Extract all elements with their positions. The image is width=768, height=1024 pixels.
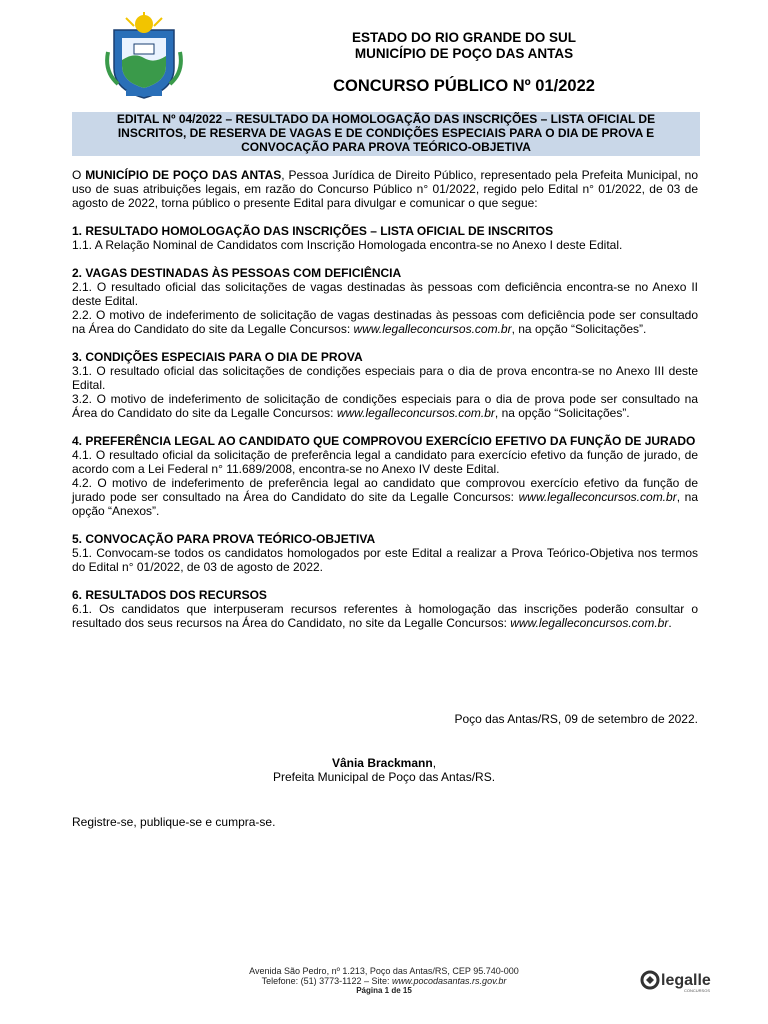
legalle-link[interactable]: www.legalleconcursos.com.br (518, 490, 677, 504)
intro-paragraph (72, 168, 698, 210)
section-heading: 3. CONDIÇÕES ESPECIAIS PARA O DIA DE PROVA (72, 350, 363, 364)
section-paragraph: 1.1. A Relação Nominal de Candidatos com Inscrição Homologada encontra-se no Anexo I deste Edital. (72, 238, 623, 252)
section-heading: 2. VAGAS DESTINADAS ÀS PESSOAS COM DEFICIÊNCIA (72, 266, 402, 280)
edital-banner (72, 112, 700, 156)
section-paragraph (72, 476, 698, 518)
signature-block (0, 756, 768, 784)
paragraph-text: 6.1. Os candidatos que interpuseram recursos referentes à homologação das inscrições poderão consultar o resultado dos seus recursos na Área do Candidato, no site da Legalle Concursos: (72, 602, 698, 630)
section-paragraph: 2.1. O resultado oficial das solicitações de vagas destinadas às pessoas com deficiência encontra-se no Anexo II deste Edital. (72, 280, 698, 308)
section-heading: 4. PREFERÊNCIA LEGAL AO CANDIDATO QUE COMPROVOU EXERCÍCIO EFETIVO DA FUNÇÃO DE JURADO (72, 434, 696, 448)
closing-statement: Registre-se, publique-se e cumpra-se. (72, 815, 276, 829)
section-1 (72, 224, 698, 252)
section-6 (72, 588, 698, 630)
paragraph-text: , na opção “Solicitações”. (494, 406, 630, 420)
section-5 (72, 532, 698, 574)
signer-comma: , (432, 756, 437, 770)
section-paragraph (72, 392, 698, 420)
place-date: Poço das Antas/RS, 09 de setembro de 2022. (454, 712, 698, 726)
section-paragraph: 3.1. O resultado oficial das solicitações de condições especiais para o dia de prova encontra-se no Anexo III deste Edital. (72, 364, 698, 392)
legalle-logo-icon (640, 968, 720, 994)
paragraph-text: , na opção “Solicitações”. (511, 322, 647, 336)
legalle-link[interactable]: www.legalleconcursos.com.br (510, 616, 669, 630)
paragraph-text: 4.2. O motivo de indeferimento de preferência legal ao candidato que comprovou exercício efetivo da função de jurado pode ser consultado na Área do Candidato do site da Legalle Concursos: (72, 476, 698, 504)
signer-role: Prefeita Municipal de Poço das Antas/RS. (272, 770, 496, 784)
municipality-name: MUNICÍPIO DE POÇO DAS ANTAS (354, 46, 574, 61)
legalle-logo-text: legalle (661, 972, 711, 989)
section-heading: 6. RESULTADOS DOS RECURSOS (72, 588, 267, 602)
banner-line-1: EDITAL Nº 04/2022 – RESULTADO DA HOMOLOGAÇÃO DAS INSCRIÇÕES – LISTA OFICIAL DE (116, 112, 656, 126)
intro-prefix: O (72, 168, 86, 182)
paragraph-text: . (668, 616, 672, 630)
section-paragraph (72, 308, 698, 336)
paragraph-text: , na opção “Anexos”. (72, 490, 699, 518)
legalle-link[interactable]: www.legalleconcursos.com.br (336, 406, 495, 420)
section-paragraph: 5.1. Convocam-se todos os candidatos homologados por este Edital a realizar a Prova Teórico-Objetiva nos termos do Edital n° 01/2022, de 03 de agosto de 2022. (72, 546, 698, 574)
intro-text: , Pessoa Jurídica de Direito Público, representado pela Prefeita Municipal, no uso de suas atribuições legais, em razão do Concurso Público n° 01/2022, regido pelo Edital n° 01/2022, de 03 de agosto de 2022, torna público o presente Edital para divulgar e comunicar o que segue: (72, 168, 698, 210)
section-4 (72, 434, 698, 518)
paragraph-text: 3.2. O motivo de indeferimento de solicitação de condições especiais para o dia de prova pode ser consultado na Área do Candidato do site da Legalle Concursos: (72, 392, 698, 420)
document-header (200, 30, 728, 96)
page-number: Página 1 de 15 (356, 986, 412, 995)
section-2 (72, 266, 698, 336)
municipal-crest-icon (104, 12, 184, 100)
footer-address: Avenida São Pedro, nº 1.213, Poço das Antas/RS, CEP 95.740-000 (249, 966, 519, 976)
document-title: CONCURSO PÚBLICO Nº 01/2022 (333, 77, 595, 95)
footer-phone: Telefone: (51) 3773-1122 – Site: (261, 976, 393, 986)
section-heading: 1. RESULTADO HOMOLOGAÇÃO DAS INSCRIÇÕES – LISTA OFICIAL DE INSCRITOS (72, 224, 554, 238)
footer-site-link[interactable]: www.pocodasantas.rs.gov.br (392, 976, 507, 986)
paragraph-text: 2.2. O motivo de indeferimento de solicitação de vagas destinadas às pessoas com deficiência pode ser consultado na Área do Candidato do site da Legalle Concursos: (72, 308, 698, 336)
legalle-logo-subtext: CONCURSOS (684, 988, 711, 993)
banner-line-2: INSCRITOS, DE RESERVA DE VAGAS E DE CONDIÇÕES ESPECIAIS PARA O DIA DE PROVA E (117, 126, 655, 140)
signer-name: Vânia Brackmann (331, 756, 433, 770)
section-3 (72, 350, 698, 420)
state-name: ESTADO DO RIO GRANDE DO SUL (351, 30, 576, 45)
document-body (72, 168, 698, 630)
section-paragraph (72, 602, 698, 630)
section-heading: 5. CONVOCAÇÃO PARA PROVA TEÓRICO-OBJETIVA (72, 532, 376, 546)
section-paragraph: 4.1. O resultado oficial da solicitação de preferência legal a candidato para exercício efetivo da função de jurado, de acordo com a Lei Federal n° 11.689/2008, encontra-se no Anexo IV deste Edital. (72, 448, 698, 476)
banner-line-3: CONVOCAÇÃO PARA PROVA TEÓRICO-OBJETIVA (241, 140, 531, 154)
intro-municipality: MUNICÍPIO DE POÇO DAS ANTAS (85, 168, 282, 182)
legalle-link[interactable]: www.legalleconcursos.com.br (353, 322, 512, 336)
